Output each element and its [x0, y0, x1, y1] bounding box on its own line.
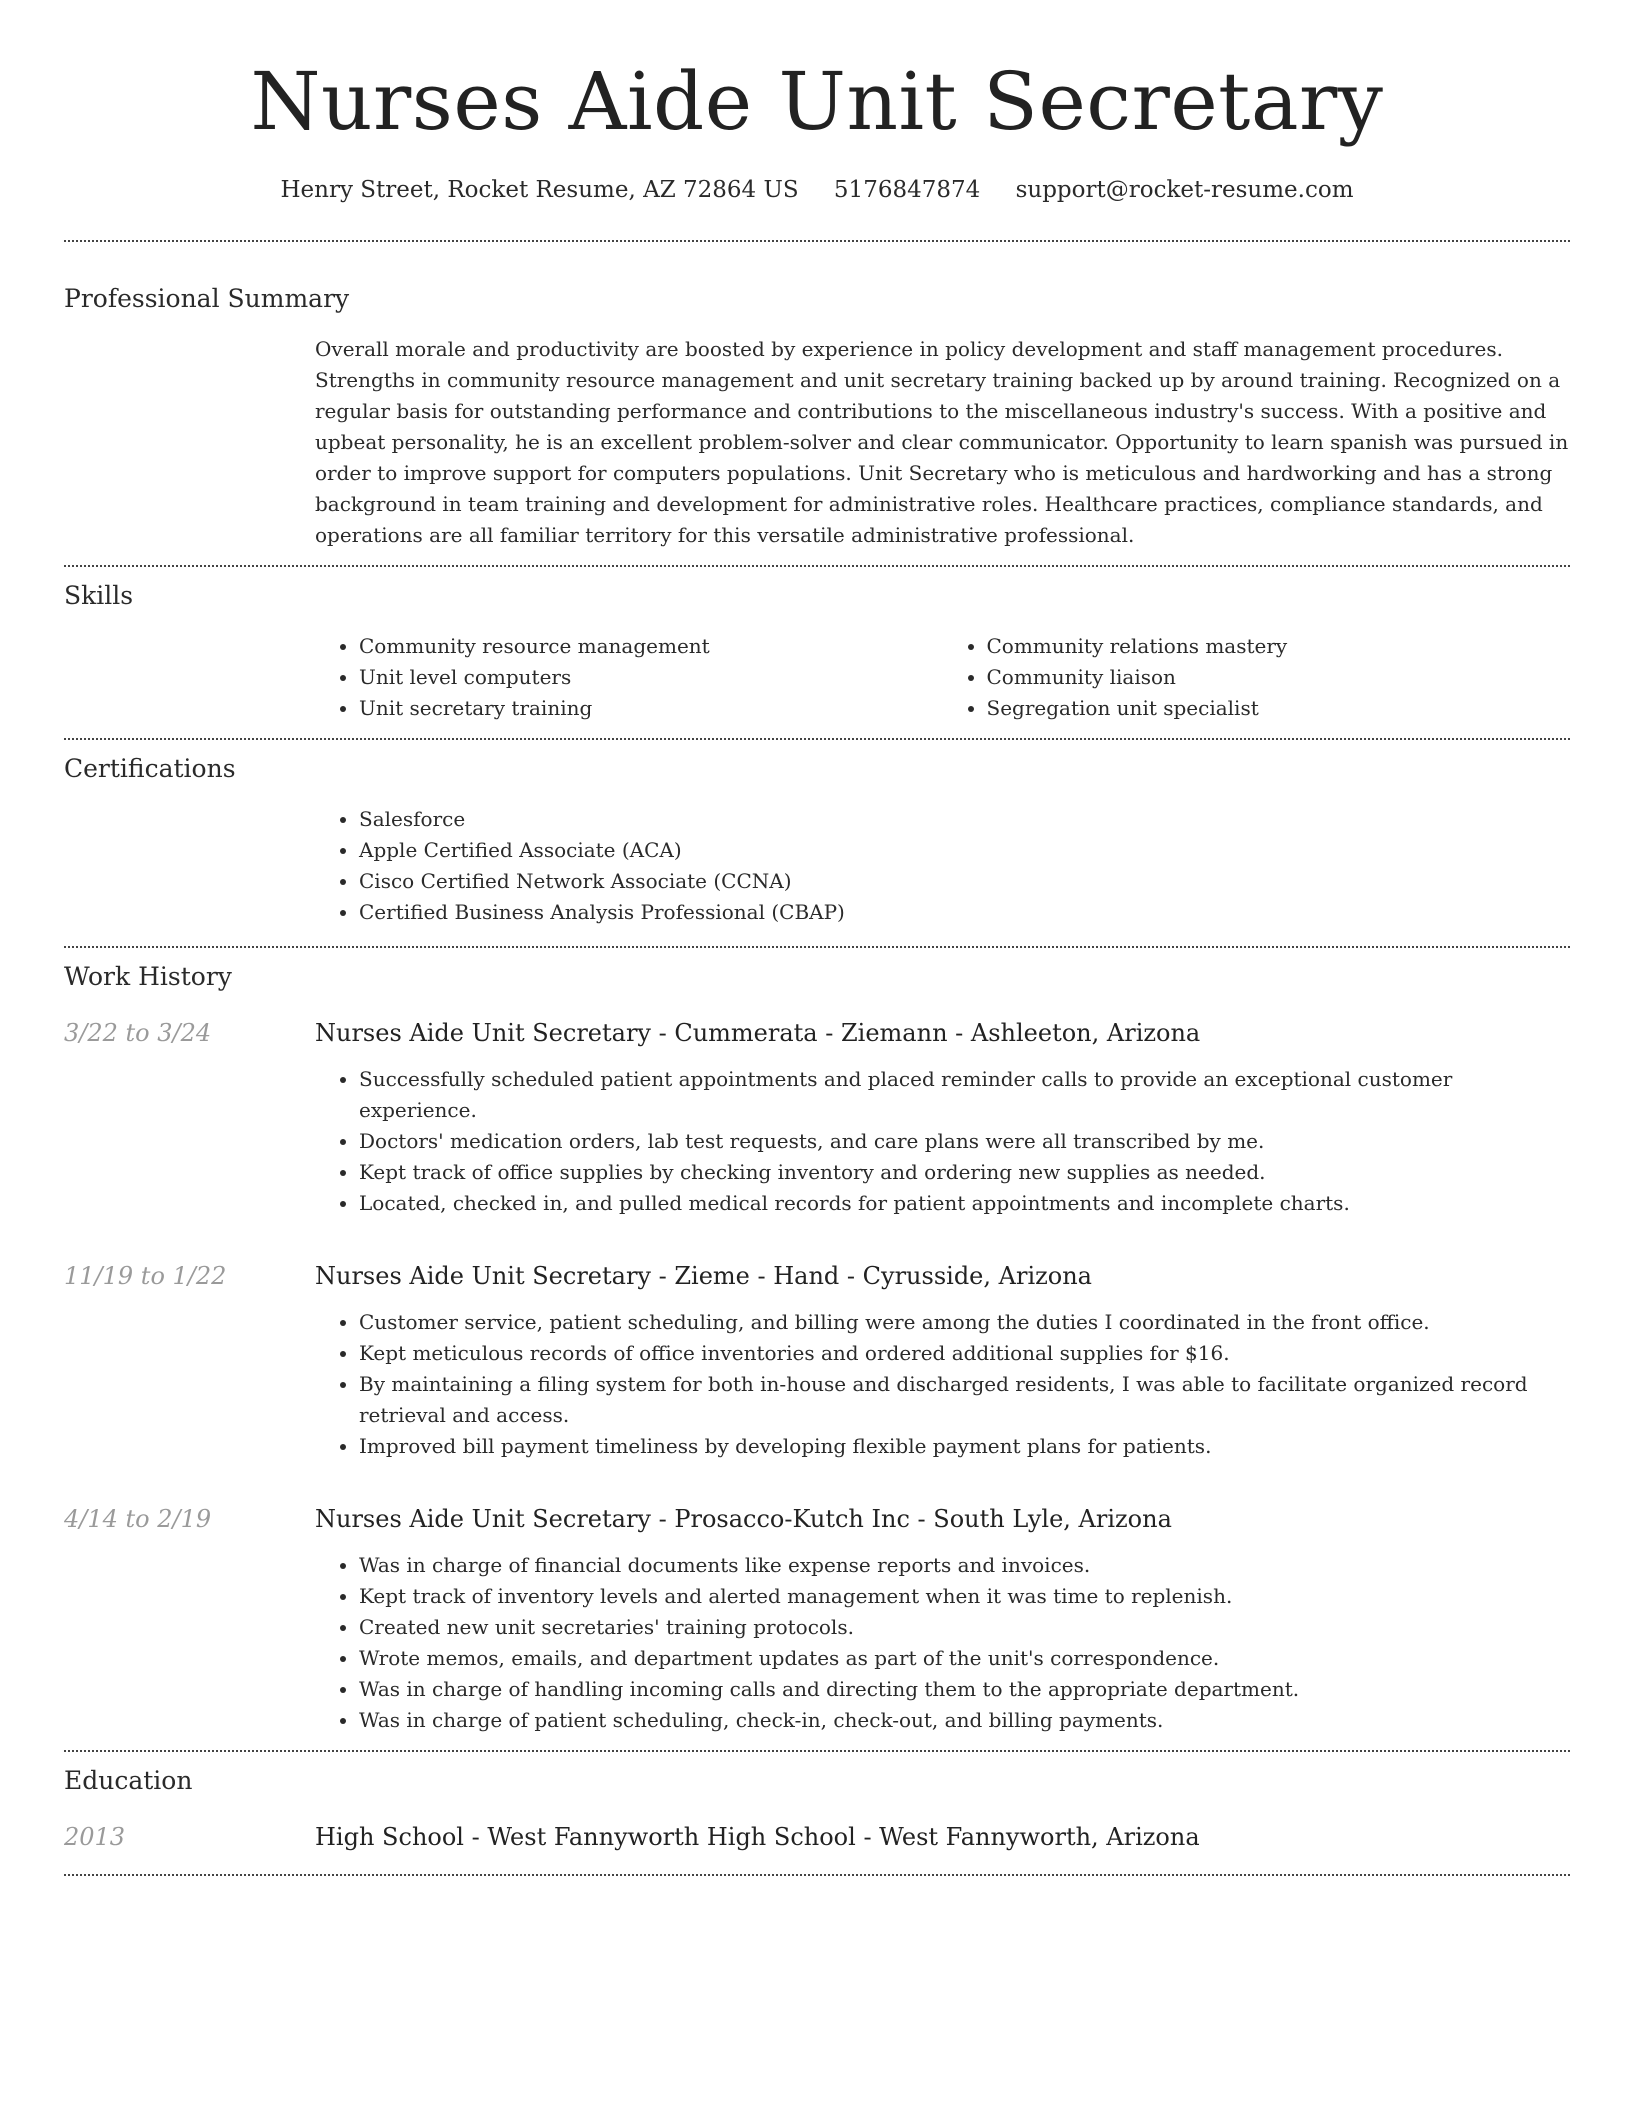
job-title: Nurses Aide Unit Secretary - Zieme - Hand - Cyrusside, Arizona [315, 1262, 1092, 1290]
job-duty: • Customer service, patient scheduling, and billing were among the duties I coordinated in the front office. [359, 1307, 1570, 1338]
education-title: High School - West Fannyworth High School - West Fannyworth, Arizona [315, 1823, 1200, 1851]
job-date: 11/19 to 1/22 [64, 1262, 227, 1290]
job-entry [64, 1016, 1570, 1050]
job-duty: • Located, checked in, and pulled medical records for patient appointments and incomplete charts. [359, 1188, 1570, 1219]
education-date: 2013 [64, 1823, 126, 1851]
resume-page [64, 0, 1570, 1876]
skills-column-right [943, 631, 1571, 724]
education-entry [64, 1820, 1570, 1854]
job-duty: • Improved bill payment timeliness by developing flexible payment plans for patients. [359, 1431, 1570, 1462]
skill-item: • Community liaison [987, 662, 1571, 693]
skills-column-left [315, 631, 943, 724]
job-entry [64, 1502, 1570, 1536]
job-duty: • Was in charge of handling incoming calls and directing them to the appropriate department. [359, 1674, 1570, 1705]
skill-item: • Unit level computers [359, 662, 943, 693]
job-duty: • Successfully scheduled patient appointments and placed reminder calls to provide an exceptional customer experience. [359, 1064, 1570, 1126]
certification-item: • Certified Business Analysis Professional (CBAP) [359, 897, 1570, 928]
job-title: Nurses Aide Unit Secretary - Cummerata - Ziemann - Ashleeton, Arizona [315, 1019, 1201, 1047]
section-title-skills: Skills [64, 581, 134, 610]
certifications-list [315, 804, 1570, 928]
certification-item: • Salesforce [359, 804, 1570, 835]
skill-item: • Unit secretary training [359, 693, 943, 724]
divider [64, 946, 1570, 948]
job-duty: • Was in charge of patient scheduling, check-in, check-out, and billing payments. [359, 1705, 1570, 1736]
section-title-summary: Professional Summary [64, 284, 350, 313]
contact-address: Henry Street, Rocket Resume, AZ 72864 US [280, 177, 799, 203]
contact-phone: 5176847874 [833, 177, 981, 203]
section-title-education: Education [64, 1766, 193, 1795]
job-duties [315, 1064, 1570, 1219]
skill-item: • Community resource management [359, 631, 943, 662]
job-duty: • Kept meticulous records of office inventories and ordered additional supplies for $16. [359, 1338, 1570, 1369]
section-title-work-history: Work History [64, 962, 232, 991]
divider [64, 738, 1570, 740]
job-duty: • Kept track of office supplies by checking inventory and ordering new supplies as needed. [359, 1157, 1570, 1188]
skills-list [315, 631, 1570, 724]
contact-email: support@rocket-resume.com [1015, 177, 1354, 203]
job-title: Nurses Aide Unit Secretary - Prosacco-Kutch Inc - South Lyle, Arizona [315, 1505, 1172, 1533]
job-duties [315, 1307, 1570, 1462]
divider [64, 565, 1570, 567]
job-duty: • By maintaining a filing system for both in-house and discharged residents, I was able to facilitate organized record retrieval and access. [359, 1369, 1570, 1431]
divider [64, 1874, 1570, 1876]
certification-item: • Cisco Certified Network Associate (CCNA) [359, 866, 1570, 897]
contact-line [64, 174, 1570, 206]
skill-item: • Community relations mastery [987, 631, 1571, 662]
job-duties [315, 1550, 1570, 1736]
job-duty: • Was in charge of financial documents like expense reports and invoices. [359, 1550, 1570, 1581]
job-duty: • Doctors' medication orders, lab test requests, and care plans were all transcribed by me. [359, 1126, 1570, 1157]
job-date: 3/22 to 3/24 [64, 1019, 212, 1047]
skill-item: • Segregation unit specialist [987, 693, 1571, 724]
resume-name: Nurses Aide Unit Secretary [250, 55, 1384, 148]
job-duty: • Kept track of inventory levels and alerted management when it was time to replenish. [359, 1581, 1570, 1612]
certification-item: • Apple Certified Associate (ACA) [359, 835, 1570, 866]
section-title-certifications: Certifications [64, 754, 236, 783]
job-duty: • Wrote memos, emails, and department updates as part of the unit's correspondence. [359, 1643, 1570, 1674]
divider [64, 240, 1570, 242]
summary-text: Overall morale and productivity are boosted by experience in policy development and staff management procedures. Strengths in community resource management and unit secretary training backed up by around training. Recognized on a regular basis for outstanding performance and contributions to the miscellaneous industry's success. With a positive and upbeat personality, he is an excellent problem-solver and clear communicator. Opportunity to learn spanish was pursued in order to improve support for computers populations. Unit Secretary who is meticulous and hardworking and has a strong background in team training and development for administrative roles. Healthcare practices, compliance standards, and operations are all familiar territory for this versatile administrative professional. [315, 337, 1569, 547]
divider [64, 1750, 1570, 1752]
job-date: 4/14 to 2/19 [64, 1505, 212, 1533]
job-duty: • Created new unit secretaries' training protocols. [359, 1612, 1570, 1643]
job-entry [64, 1259, 1570, 1293]
